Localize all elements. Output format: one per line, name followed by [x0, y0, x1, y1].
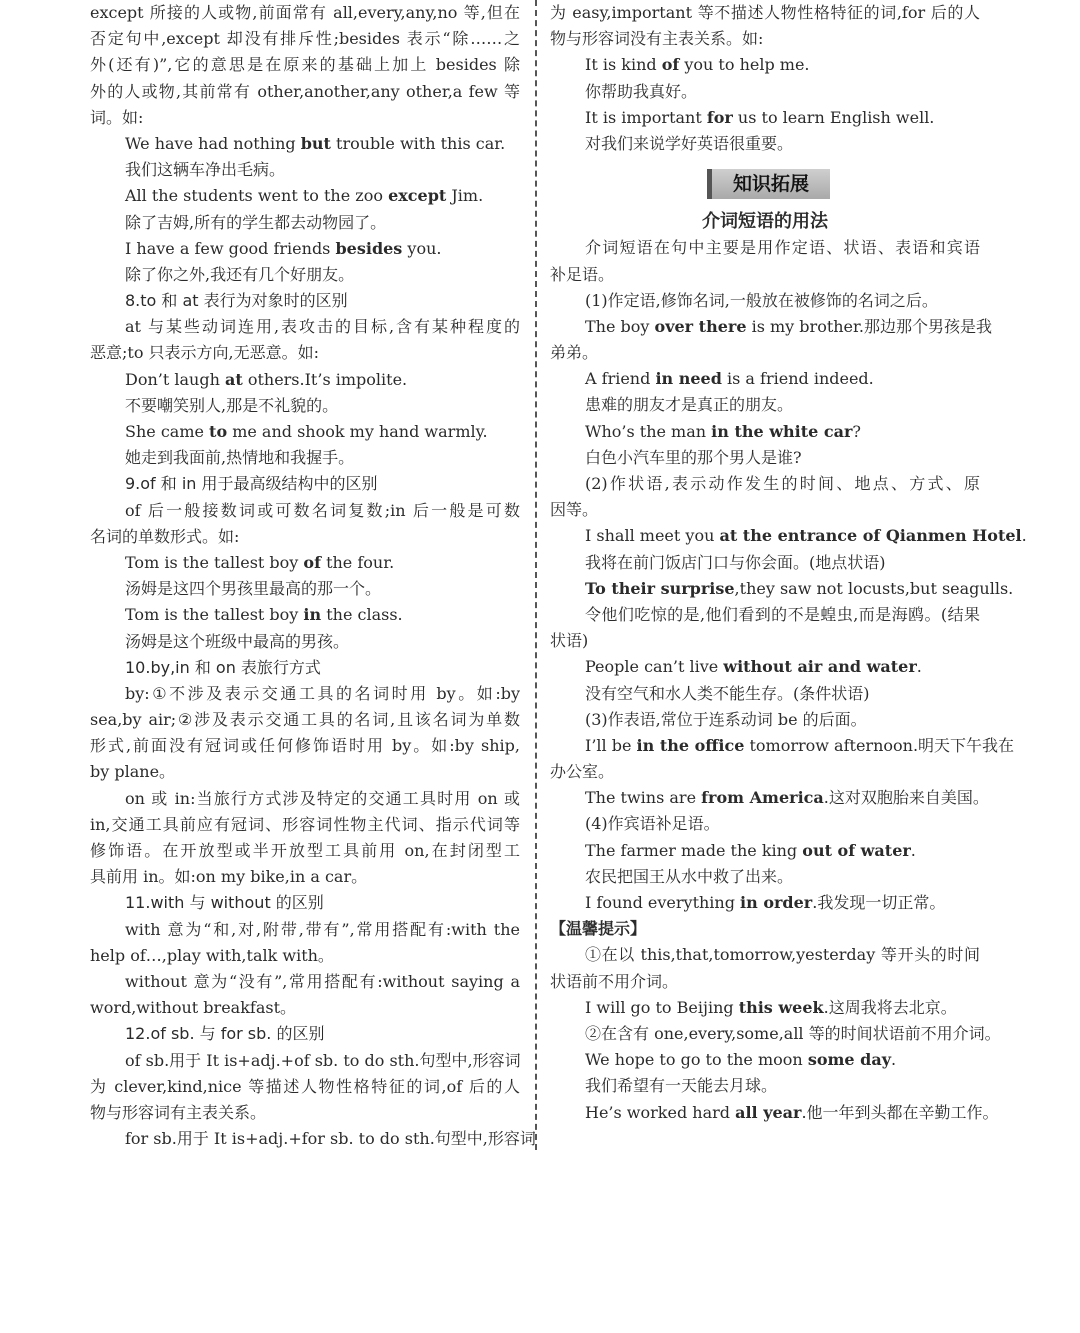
text-run: 除了你之外,我还有几个好朋友。 — [125, 264, 355, 284]
text-run: (1)作定语,修饰名词,一般放在被修饰的名词之后。 — [585, 290, 938, 310]
text-run: by:①不涉及表示交通工具的名词时用 by。如:by — [125, 683, 520, 703]
text-run: It is kind — [585, 55, 662, 75]
text-run: others.It’s impolite. — [242, 369, 408, 389]
text-run: 我将在前门饭店门口与你会面。(地点状语) — [585, 552, 886, 572]
bold-phrase: over there — [654, 316, 747, 336]
text-line — [550, 1047, 980, 1073]
text-run: 修饰语。在开放型或半开放型工具前用 on,在封闭型工 — [90, 841, 520, 860]
bold-phrase: this week — [738, 997, 824, 1017]
text-run: .这周我将去北京。 — [823, 997, 957, 1017]
text-run: 为 easy,important 等不描述人物性格特征的词,for 后的人 — [550, 3, 980, 22]
text-line — [90, 79, 520, 105]
text-run: Who’s the man — [585, 421, 712, 441]
text-line — [90, 445, 520, 471]
text-run: 8.to 和 at 表行为对象时的区别 — [125, 291, 348, 311]
text-run: 否定句中,except 却没有排斥性;besides 表示“除……之 — [90, 29, 520, 49]
bold-phrase: of — [303, 552, 321, 572]
text-line — [550, 314, 993, 340]
text-run: me and shook my hand warmly. — [227, 422, 488, 441]
text-run: by plane。 — [90, 762, 176, 782]
bold-phrase: of — [661, 55, 680, 75]
text-run: 状语前不用介词。 — [550, 971, 679, 991]
text-line — [90, 1048, 520, 1074]
text-run: with 意为“和,对,附带,带有”,常用搭配有:with the — [125, 919, 520, 939]
text-line — [550, 942, 980, 968]
text-line — [90, 236, 520, 262]
text-line — [550, 523, 1027, 549]
text-run: All the students went to the zoo — [125, 186, 389, 206]
text-line — [550, 1021, 1001, 1047]
text-line — [550, 52, 980, 78]
text-run: The boy — [585, 316, 655, 336]
text-line — [90, 759, 520, 785]
text-run: is a friend indeed. — [721, 369, 874, 389]
bold-phrase: at — [224, 369, 243, 389]
left-column — [90, 0, 536, 1152]
text-run: 为 clever,kind,nice 等描述人物性格特征的词,of 后的人 — [90, 1076, 520, 1096]
text-line — [550, 733, 1015, 759]
text-run: It is important — [585, 107, 707, 127]
bold-phrase: out of water — [802, 840, 911, 860]
right-top-text — [550, 0, 980, 157]
text-run: .我发现一切正常。 — [812, 893, 946, 912]
section-badge-row — [550, 157, 980, 209]
text-run: us to learn English well. — [732, 107, 935, 127]
text-line — [90, 1074, 520, 1100]
text-run: A friend — [585, 369, 656, 389]
text-line — [90, 812, 520, 838]
text-line — [90, 183, 520, 209]
right-column — [550, 0, 1027, 1126]
text-run: (4)作宾语补足语。 — [585, 814, 720, 834]
text-run: The farmer made the king — [585, 840, 803, 860]
text-run: 介词短语在句中主要是用作定语、状语、表语和宾语 — [585, 238, 980, 258]
text-run: 因等。 — [550, 500, 599, 520]
text-line — [90, 707, 520, 733]
text-run: We hope to go to the moon — [585, 1050, 808, 1070]
column-divider — [535, 0, 537, 1150]
text-run: 9.of 和 in 用于最高级结构中的区别 — [125, 474, 378, 494]
text-run: of sb.用于 It is+adj.+of sb. to do sth.句型中,形容词 — [125, 1050, 521, 1070]
text-line — [550, 864, 980, 890]
text-run: help of…,play with,talk with。 — [90, 945, 334, 965]
text-run: Don’t laugh — [125, 369, 225, 389]
text-line — [90, 550, 520, 576]
text-run: you to help me. — [679, 55, 810, 75]
text-line — [90, 288, 520, 314]
text-run: 没有空气和水人类不能生存。(条件状语) — [585, 683, 870, 703]
text-line — [90, 890, 520, 916]
text-line — [550, 838, 980, 864]
text-line — [90, 471, 520, 497]
text-run: you. — [402, 238, 442, 258]
text-run: in,交通工具前应有冠词、形容词性物主代词、指示代词等 — [90, 814, 520, 834]
text-run: 物与形容词没有主表关系。如: — [550, 29, 764, 49]
text-run: . — [891, 1050, 897, 1070]
text-run: 物与形容词有主表关系。 — [90, 1102, 267, 1122]
text-line — [550, 340, 980, 366]
text-line — [90, 1021, 520, 1047]
text-line — [90, 602, 520, 628]
text-run: tomorrow afternoon.明天下午我在 — [744, 735, 1015, 755]
text-line — [90, 995, 520, 1021]
text-run: on 或 in:当旅行方式涉及特定的交通工具时用 on 或 — [125, 788, 520, 808]
text-run: 令他们吃惊的是,他们看到的不是蝗虫,而是海鸥。(结果 — [585, 604, 980, 624]
text-line — [550, 707, 980, 733]
text-run: 白色小汽车里的那个男人是谁? — [585, 447, 802, 467]
text-run: 10.by,in 和 on 表旅行方式 — [125, 657, 321, 677]
text-line — [550, 235, 980, 261]
text-run: (3)作表语,常位于连系动词 be 的后面。 — [585, 709, 867, 729]
text-line — [90, 0, 520, 26]
text-line — [90, 367, 520, 393]
text-run: People can’t live — [585, 657, 724, 677]
bold-phrase: To their surprise — [585, 578, 735, 598]
text-line — [90, 786, 520, 812]
text-line — [90, 864, 520, 890]
text-line — [90, 524, 520, 550]
text-line — [90, 52, 520, 78]
text-line — [550, 26, 980, 52]
text-run: word,without breakfast。 — [90, 998, 297, 1018]
text-line — [90, 157, 520, 183]
text-run: the four. — [320, 552, 395, 572]
text-line — [90, 655, 520, 681]
text-run: He’s worked hard — [585, 1102, 736, 1122]
text-line — [550, 969, 980, 995]
bold-phrase: but — [300, 133, 331, 153]
text-line — [90, 1126, 536, 1152]
text-line — [550, 681, 980, 707]
text-line — [550, 550, 980, 576]
right-bottom-text — [550, 235, 1027, 1125]
text-run: (2)作状语,表示动作发生的时间、地点、方式、原 — [585, 474, 980, 493]
text-run: ①在以 this,that,tomorrow,yesterday 等开头的时间 — [585, 945, 980, 965]
text-line — [550, 1100, 999, 1126]
text-line — [90, 498, 520, 524]
text-line — [90, 419, 520, 445]
text-run: 你帮助我真好。 — [585, 81, 698, 101]
text-run: ②在含有 one,every,some,all 等的时间状语前不用介词。 — [585, 1023, 1001, 1043]
text-run: 12.of sb. 与 for sb. 的区别 — [125, 1024, 325, 1044]
text-run: 名词的单数形式。如: — [90, 526, 240, 546]
text-run: 对我们来说学好英语很重要。 — [585, 133, 794, 153]
text-line — [550, 785, 989, 811]
text-line — [90, 943, 520, 969]
text-line — [550, 602, 980, 628]
text-run: Tom is the tallest boy — [125, 552, 304, 572]
text-run: I found everything — [585, 893, 741, 912]
text-line — [550, 471, 980, 497]
text-line — [550, 995, 980, 1021]
text-run: 状语) — [550, 631, 589, 651]
text-line — [550, 419, 980, 445]
text-line — [90, 105, 520, 131]
bold-phrase: to — [209, 422, 228, 441]
text-run: 我们希望有一天能去月球。 — [585, 1076, 778, 1096]
text-line — [90, 340, 520, 366]
text-line — [90, 262, 520, 288]
text-line — [550, 262, 980, 288]
text-run: of 后一般接数词或可数名词复数;in 后一般是可数 — [125, 500, 520, 520]
text-run: I will go to Beijing — [585, 997, 739, 1017]
text-line — [550, 628, 980, 654]
text-run: The twins are — [585, 788, 702, 808]
text-run: without 意为“没有”,常用搭配有:without saying a — [125, 971, 520, 991]
text-run: is my brother.那边那个男孩是我 — [746, 316, 993, 336]
text-line — [90, 393, 520, 419]
text-line — [90, 210, 520, 236]
text-run: .他一年到头都在辛勤工作。 — [801, 1102, 999, 1122]
text-line — [550, 497, 980, 523]
bold-phrase: without air and water — [723, 657, 917, 677]
text-line — [550, 105, 980, 131]
text-run: except 所接的人或物,前面常有 all,every,any,no 等,但在 — [90, 3, 520, 22]
bold-phrase: in the office — [636, 735, 745, 755]
bold-phrase: all year — [735, 1102, 802, 1122]
text-run: 她走到我面前,热情地和我握手。 — [125, 448, 355, 468]
text-line — [550, 1073, 980, 1099]
text-run: We have had nothing — [125, 133, 301, 153]
text-run: ,they saw not locusts,but seagulls. — [734, 578, 1014, 598]
bold-phrase: from America — [701, 788, 824, 808]
bold-phrase: at the entrance of Qianmen Hotel — [719, 526, 1022, 546]
text-run: 弟弟。 — [550, 343, 599, 363]
text-line — [550, 445, 980, 471]
text-run: 除了吉姆,所有的学生都去动物园了。 — [125, 212, 387, 232]
text-run: 【温馨提示】 — [550, 919, 647, 939]
text-run: . — [910, 840, 916, 860]
text-run: Tom is the tallest boy — [125, 605, 304, 625]
section-title: 介词短语的用法 — [702, 211, 828, 233]
text-run: 我们这辆车净出毛病。 — [125, 160, 286, 180]
text-line — [90, 681, 520, 707]
text-line — [550, 916, 980, 942]
text-run: at 与某些动词连用,表攻击的目标,含有某种程度的 — [125, 317, 520, 337]
text-line — [90, 131, 520, 157]
text-line — [90, 1100, 520, 1126]
text-line — [90, 969, 520, 995]
text-run: 办公室。 — [550, 762, 615, 782]
bold-phrase: some day — [807, 1050, 892, 1070]
text-run: 词。如: — [90, 107, 144, 127]
text-line — [550, 0, 980, 26]
text-run: the class. — [321, 605, 403, 625]
text-run: 外的人或物,其前常有 other,another,any other,a few 等 — [90, 81, 520, 101]
text-line — [550, 759, 980, 785]
bold-phrase: in order — [740, 893, 813, 912]
section-badge: 知识拓展 — [707, 169, 830, 199]
text-line — [90, 838, 520, 864]
text-line — [90, 26, 520, 52]
text-run: ? — [852, 421, 861, 441]
bold-phrase: besides — [335, 238, 403, 258]
text-run: Jim. — [446, 186, 484, 206]
text-run: She came — [125, 422, 210, 441]
text-run: 补足语。 — [550, 264, 615, 284]
text-line — [550, 131, 980, 157]
text-line — [550, 392, 980, 418]
bold-phrase: in — [303, 605, 322, 625]
text-line — [90, 733, 520, 759]
text-run: 农民把国王从水中救了出来。 — [585, 866, 794, 886]
text-line — [550, 811, 980, 837]
text-run: sea,by air;②涉及表示交通工具的名词,且该名词为单数 — [90, 710, 520, 730]
bold-phrase: except — [388, 186, 447, 206]
text-run: 患难的朋友才是真正的朋友。 — [585, 395, 794, 415]
text-run: 外(还有)”,它的意思是在原来的基础上加上 besides 除 — [90, 55, 520, 75]
text-line — [550, 288, 980, 314]
bold-phrase: in need — [655, 369, 722, 389]
text-run: 不要嘲笑别人,那是不礼貌的。 — [125, 395, 339, 415]
text-line — [90, 917, 520, 943]
text-run: trouble with this car. — [330, 133, 506, 153]
text-run: . — [916, 657, 922, 677]
text-line — [90, 314, 520, 340]
text-run: I’ll be — [585, 735, 637, 755]
text-line — [550, 576, 1014, 602]
text-run: I have a few good friends — [125, 238, 336, 258]
bold-phrase: in the white car — [711, 421, 853, 441]
text-run: 具前用 in。如:on my bike,in a car。 — [90, 867, 368, 887]
text-run: 形式,前面没有冠词或任何修饰语时用 by。如:by ship, — [90, 736, 520, 756]
text-line — [550, 890, 980, 916]
text-line — [550, 654, 980, 680]
text-run: 11.with 与 without 的区别 — [125, 893, 324, 913]
text-line — [90, 629, 520, 655]
text-run: for sb.用于 It is+adj.+for sb. to do sth.句型中,形容词 — [125, 1129, 536, 1149]
text-run: 汤姆是这个班级中最高的男孩。 — [125, 631, 350, 651]
text-line — [550, 79, 980, 105]
text-run: I shall meet you — [585, 526, 720, 546]
text-run: 汤姆是这四个男孩里最高的那一个。 — [125, 579, 382, 599]
text-run: 恶意;to 只表示方向,无恶意。如: — [90, 343, 320, 363]
text-run: .这对双胞胎来自美国。 — [823, 788, 989, 808]
text-line — [550, 366, 980, 392]
text-run: . — [1021, 526, 1027, 546]
text-line — [90, 576, 520, 602]
bold-phrase: for — [706, 107, 733, 127]
